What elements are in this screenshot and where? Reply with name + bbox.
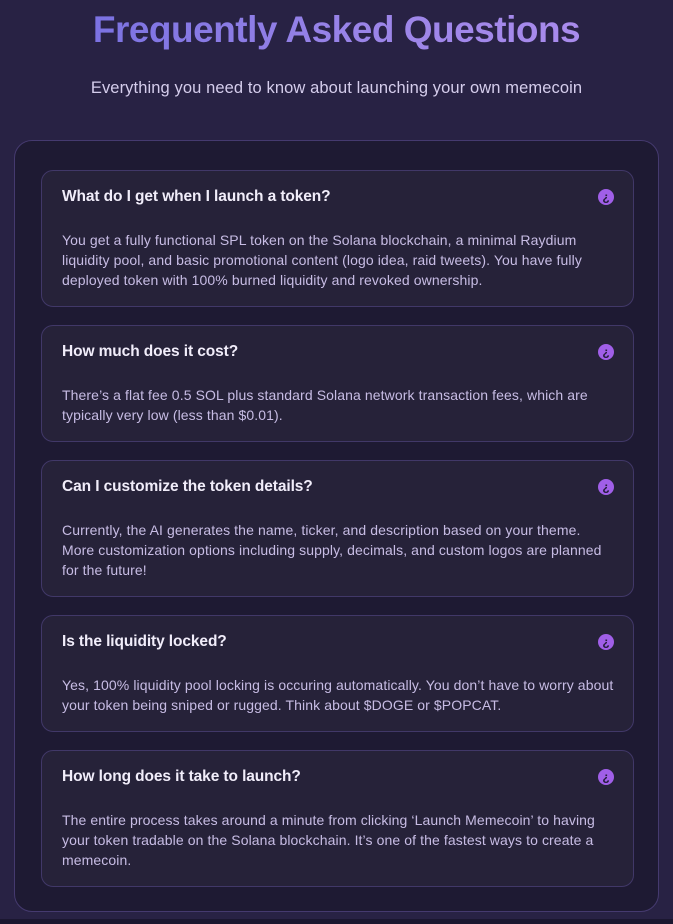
faq-card-header [62,188,614,206]
faq-question: What do I get when I launch a token? [62,188,331,205]
faq-answer: The entire process takes around a minute from clicking ‘Launch Memecoin’ to having your token tradable on the Solana blockchain. It’s one of the fastest ways to create a memecoin. [62,812,595,868]
faq-answer: There’s a flat fee 0.5 SOL plus standard Solana network transaction fees, which are typically very low (less than $0.01). [62,387,588,423]
faq-answer: You get a fully functional SPL token on the Solana blockchain, a minimal Raydium liquidity pool, and basic promotional content (logo idea, raid tweets). You have fully deployed token with 100% burned liquidity and revoked ownership. [62,232,582,288]
faq-header [0,0,673,98]
next-section-edge [0,919,673,924]
faq-answer: Yes, 100% liquidity pool locking is occuring automatically. You don’t have to worry about your token being sniped or rugged. Think about $DOGE or $POPCAT. [62,677,614,713]
question-help-icon: ¿ [598,479,614,495]
faq-card [41,170,634,307]
faq-card-header [62,343,614,361]
faq-card [41,615,634,732]
page-subtitle: Everything you need to know about launching your own memecoin [90,79,583,97]
faq-question: How long does it take to launch? [62,768,301,785]
faq-card [41,750,634,887]
question-help-icon: ¿ [598,344,614,360]
question-help-icon: ¿ [598,189,614,205]
faq-question: Is the liquidity locked? [62,633,227,650]
faq-card [41,325,634,442]
faq-panel [14,140,659,912]
faq-card-header [62,633,614,651]
page-title: Frequently Asked Questions [92,9,581,50]
question-help-icon: ¿ [598,769,614,785]
faq-question: How much does it cost? [62,343,239,360]
faq-card [41,460,634,597]
faq-question: Can I customize the token details? [62,478,313,495]
faq-card-header [62,478,614,496]
faq-answer: Currently, the AI generates the name, ticker, and description based on your theme. More customization options including supply, decimals, and custom logos are planned for the future! [62,522,602,578]
faq-card-header [62,768,614,786]
question-help-icon: ¿ [598,634,614,650]
